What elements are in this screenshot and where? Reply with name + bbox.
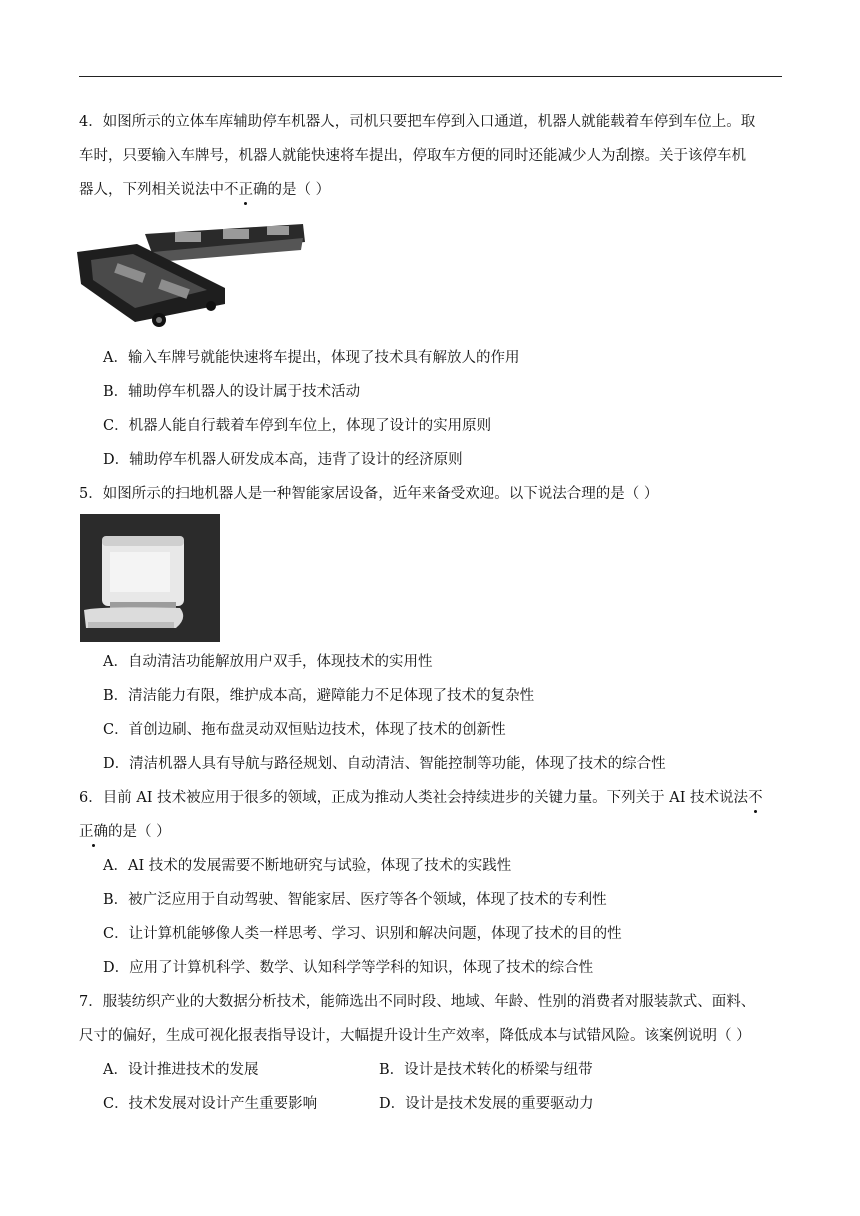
q4-stem-line3-pre: 器人，下列相关说法中 <box>79 182 224 198</box>
q4-stem-line2: 车时，只要输入车牌号，机器人就能快速将车提出，停取车方便的同时还能减少人为刮擦。关于该停车机 <box>79 148 746 164</box>
q6-stem-line1 <box>79 788 763 808</box>
q6-stem-line2-post: 的是（ ） <box>108 824 171 840</box>
q6-emphasis-1: 不 <box>748 790 763 806</box>
q6-option-d: D．应用了计算机科学、数学、认知科学等学科的知识，体现了技术的综合性 <box>103 960 594 976</box>
q4-option-a: A．输入车牌号就能快速将车提出，体现了技术具有解放人的作用 <box>103 350 520 366</box>
q4-stem-line1: 4．如图所示的立体车库辅助停车机器人，司机只要把车停到入口通道，机器人就能载着车停到车位上。取 <box>79 114 756 130</box>
q5-option-c: C．首创边刷、拖布盘灵动双恒贴边技术，体现了技术的创新性 <box>103 722 506 738</box>
q7-option-b: B．设计是技术转化的桥梁与纽带 <box>379 1062 593 1078</box>
q6-option-b: B．被广泛应用于自动驾驶、智能家居、医疗等各个领域，体现了技术的专利性 <box>103 892 607 908</box>
q6-option-c: C．让计算机能够像人类一样思考、学习、识别和解决问题，体现了技术的目的性 <box>103 926 622 942</box>
q4-stem-line3 <box>79 180 330 200</box>
q5-option-d: D．清洁机器人具有导航与路径规划、自动清洁、智能控制等功能，体现了技术的综合性 <box>103 756 666 772</box>
q5-option-a: A．自动清洁功能解放用户双手，体现技术的实用性 <box>103 654 433 670</box>
q5-option-b: B．清洁能力有限，维护成本高，避障能力不足体现了技术的复杂性 <box>103 688 535 704</box>
q7-option-d: D．设计是技术发展的重要驱动力 <box>379 1096 594 1112</box>
q7-stem-line1: 7．服装纺织产业的大数据分析技术，能筛选出不同时段、地域、年龄、性别的消费者对服装款式、面料、 <box>79 994 756 1010</box>
q4-option-b: B．辅助停车机器人的设计属于技术活动 <box>103 384 361 400</box>
q7-option-c: C．技术发展对设计产生重要影响 <box>103 1096 318 1112</box>
q4-emphasis: 不正确 <box>224 182 268 198</box>
parking-robot-image <box>75 222 307 330</box>
q4-option-c: C．机器人能自行载着车停到车位上，体现了设计的实用原则 <box>103 418 492 434</box>
q4-option-d: D．辅助停车机器人研发成本高，违背了设计的经济原则 <box>103 452 463 468</box>
q6-emphasis-2: 正确 <box>79 824 108 840</box>
q4-stem-line3-post: 的是（ ） <box>267 182 331 198</box>
q6-option-a: A．AI 技术的发展需要不断地研究与试验，体现了技术的实践性 <box>103 858 512 874</box>
q5-stem-line1: 5．如图所示的扫地机器人是一种智能家居设备，近年来备受欢迎。以下说法合理的是（ ） <box>79 486 659 502</box>
q6-stem-line2 <box>79 822 171 842</box>
q7-option-a: A．设计推进技术的发展 <box>103 1062 259 1078</box>
q7-stem-line2: 尺寸的偏好，生成可视化报表指导设计，大幅提升设计生产效率，降低成本与试错风险。该案例说明（ ） <box>79 1028 751 1044</box>
sweeping-robot-image <box>80 514 220 642</box>
header-rule <box>79 76 782 77</box>
q6-stem-line1-pre: 6．目前 AI 技术被应用于很多的领域，正成为推动人类社会持续进步的关键力量。下列关于 AI 技术说法 <box>79 790 749 806</box>
